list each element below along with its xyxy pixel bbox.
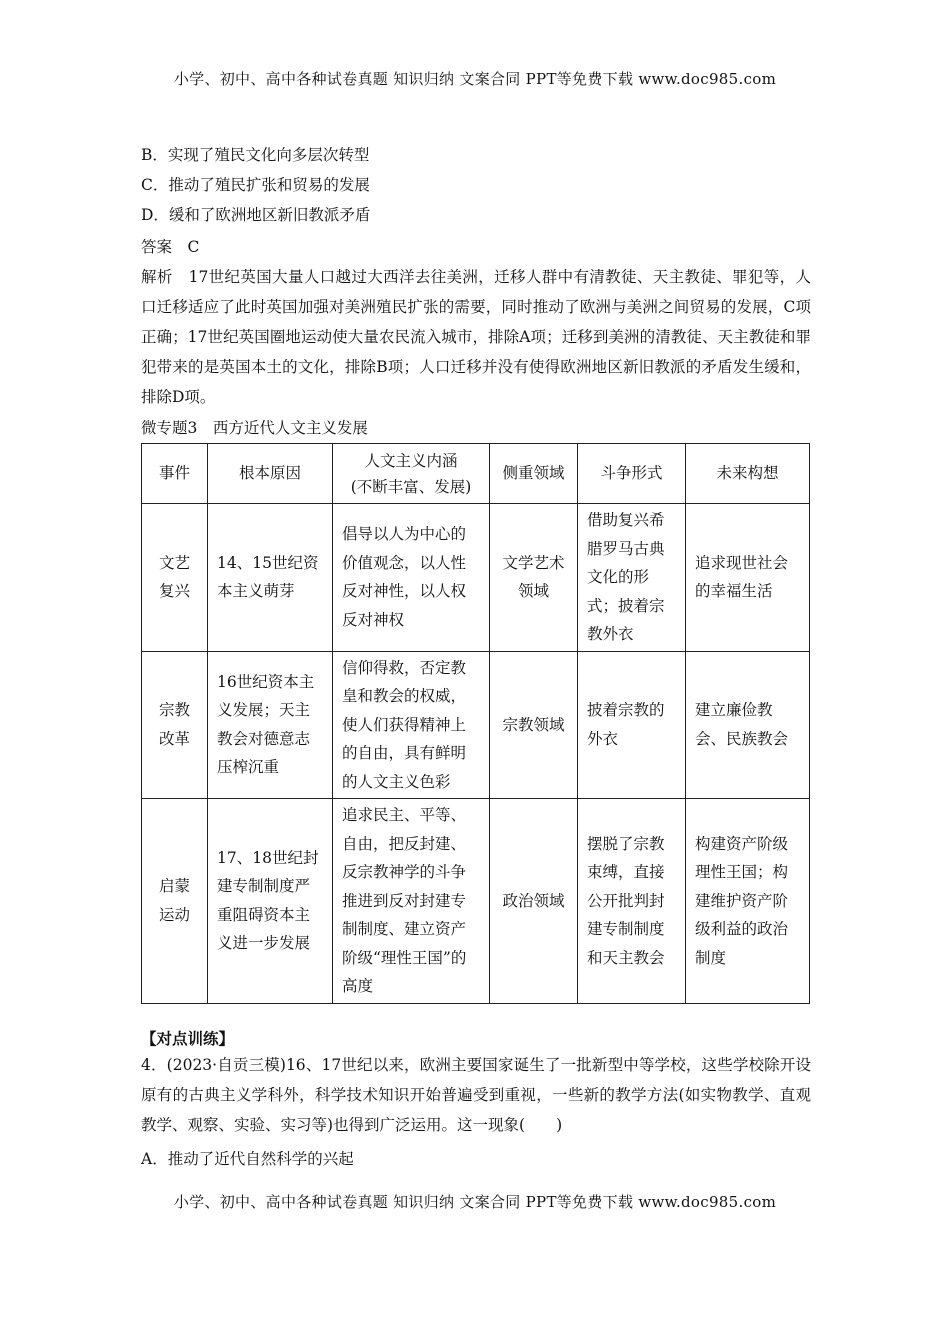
option-c: C．推动了殖民扩张和贸易的发展: [141, 176, 370, 194]
table-cell: 宗教领域: [490, 651, 578, 799]
table-cell: 摆脱了宗教束缚，直接公开批判封建专制制度和天主教会: [578, 799, 686, 1004]
table-cell: 文艺 复兴: [142, 504, 208, 652]
table-cell: 追求民主、平等、自由，把反封建、反宗教神学的斗争推进到反对封建专制制度、建立资产阶级“理性王国”的高度: [333, 799, 490, 1004]
table-cell: 16世纪资本主义发展；天主教会对德意志压榨沉重: [208, 651, 333, 799]
table-cell: 启蒙 运动: [142, 799, 208, 1004]
page-footer: 小学、初中、高中各种试卷真题 知识归纳 文案合同 PPT等免费下载 www.doc985.com: [173, 1193, 777, 1211]
analysis-paragraph: 解析 17世纪英国大量人口越过大西洋去往美洲，迁移人群中有清教徒、天主教徒、罪犯等，人口迁移适应了此时英国加强对美洲殖民扩张的需要，同时推动了欧洲与美洲之间贸易的发展，C项正确；17世纪英国圈地运动使大量农民流入城市，排除A项；迁移到美洲的清教徒、天主教徒和罪犯带来的是英国本土的文化，排除B项；人口迁移并没有使得欧洲地区新旧教派的矛盾发生缓和，排除D项。: [141, 268, 811, 406]
training-title: 【对点训练】: [141, 1029, 235, 1048]
option-b: B．实现了殖民文化向多层次转型: [141, 146, 370, 164]
table-row: [142, 799, 810, 1004]
table-cell: 文学艺术 领域: [490, 504, 578, 652]
table-cell: 14、15世纪资本主义萌芽: [208, 504, 333, 652]
table-header-cell: 人文主义内涵 (不断丰富、发展): [333, 444, 490, 504]
table-cell: 构建资产阶级理性王国；构建维护资产阶级利益的政治制度: [686, 799, 810, 1004]
option-a: A．推动了近代自然科学的兴起: [141, 1150, 354, 1168]
table-cell: 建立廉俭教会、民族教会: [686, 651, 810, 799]
table-cell: 倡导以人为中心的价值观念，以人性反对神性，以人权反对神权: [333, 504, 490, 652]
page-header: 小学、初中、高中各种试卷真题 知识归纳 文案合同 PPT等免费下载 www.doc985.com: [173, 70, 777, 88]
table-row: [142, 504, 810, 652]
table-header-row: [142, 444, 810, 504]
table-cell: 信仰得救，否定教皇和教会的权威，使人们获得精神上的自由，具有鲜明的人文主义色彩: [333, 651, 490, 799]
table-header-cell: 根本原因: [208, 444, 333, 504]
option-d: D．缓和了欧洲地区新旧教派矛盾: [141, 206, 371, 224]
table-cell: 追求现世社会的幸福生活: [686, 504, 810, 652]
humanism-table: [141, 443, 810, 1004]
table-header-cell: 侧重领域: [490, 444, 578, 504]
table-header-cell: 未来构想: [686, 444, 810, 504]
table-cell: 借助复兴希腊罗马古典文化的形式；披着宗教外衣: [578, 504, 686, 652]
table-row: [142, 651, 810, 799]
topic-title: 微专题3 西方近代人文主义发展: [141, 419, 368, 437]
table-header-cell: 事件: [142, 444, 208, 504]
table-cell: 披着宗教的外衣: [578, 651, 686, 799]
table-cell: 政治领域: [490, 799, 578, 1004]
table-cell: 17、18世纪封建专制制度严重阻碍资本主义进一步发展: [208, 799, 333, 1004]
question-4: 4．(2023·自贡三模)16、17世纪以来，欧洲主要国家诞生了一批新型中等学校，这些学校除开设原有的古典主义学科外，科学技术知识开始普遍受到重视，一些新的教学方法(如实物教学、直观教学、观察、实验、实习等)也得到广泛运用。这一现象( ): [141, 1056, 811, 1134]
table-header-cell: 斗争形式: [578, 444, 686, 504]
table-cell: 宗教 改革: [142, 651, 208, 799]
answer-line: 答案 C: [141, 238, 200, 256]
